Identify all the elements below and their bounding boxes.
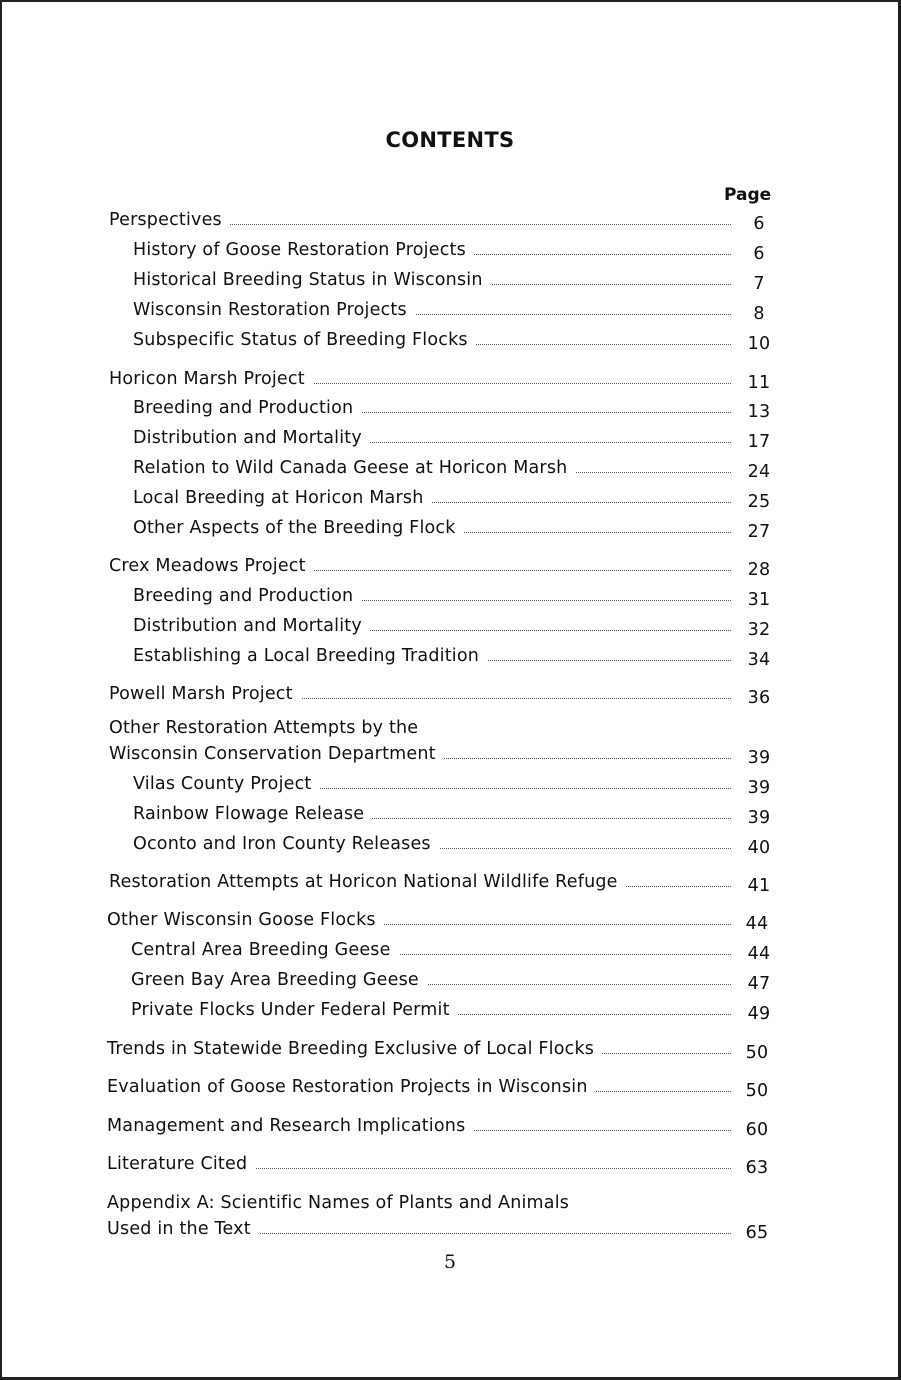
toc-entry (2, 937, 901, 963)
toc-entry (2, 741, 901, 767)
toc-entry-page: 6 (753, 214, 765, 234)
toc-entry-page: 44 (745, 914, 769, 934)
toc-entry-page: 50 (745, 1043, 769, 1063)
toc-entry-heading: Other Restoration Attempts by the (109, 718, 419, 738)
toc-entry-title: Used in the Text (107, 1216, 259, 1242)
toc-entry-title: Trends in Statewide Breeding Exclusive of Local Flocks (107, 1036, 602, 1062)
toc-entry-page: 11 (747, 373, 771, 393)
toc-entry-page: 34 (747, 650, 771, 670)
toc-entry-page: 40 (747, 838, 771, 858)
toc-entry (2, 366, 901, 392)
toc-entry-page: 27 (747, 522, 771, 542)
toc-entry-title: Oconto and Iron County Releases (133, 831, 439, 857)
toc-entry (2, 1216, 901, 1242)
toc-entry (2, 869, 901, 895)
toc-entry-page: 39 (747, 808, 771, 828)
toc-entry-page: 25 (747, 492, 771, 512)
toc-entry-title: Private Flocks Under Federal Permit (131, 997, 458, 1023)
toc-entry (2, 681, 901, 707)
toc-entry (2, 907, 901, 933)
toc-entry-page: 49 (747, 1004, 771, 1024)
toc-entry (2, 267, 901, 293)
toc-entry (2, 771, 901, 797)
toc-entry (2, 1036, 901, 1062)
toc-entry-page: 13 (747, 402, 771, 422)
toc-entry-title: Wisconsin Restoration Projects (133, 297, 415, 323)
toc-entry (2, 1113, 901, 1139)
toc-entry (2, 395, 901, 421)
toc-entry (2, 297, 901, 323)
toc-entry-title: Breeding and Production (133, 583, 361, 609)
toc-entry-title: Central Area Breeding Geese (131, 937, 399, 963)
toc-entry (2, 455, 901, 481)
toc-entry-page: 50 (745, 1081, 769, 1101)
toc-entry-page: 36 (747, 688, 771, 708)
toc-entry-title: Literature Cited (107, 1151, 255, 1177)
toc-entry (2, 583, 901, 609)
toc-entry (2, 997, 901, 1023)
toc-entry-title: Other Wisconsin Goose Flocks (107, 907, 384, 933)
toc-entry-title: Local Breeding at Horicon Marsh (133, 485, 431, 511)
toc-entry (2, 425, 901, 451)
toc-entry-page: 28 (747, 560, 771, 580)
toc-entry-title: Horicon Marsh Project (109, 366, 313, 392)
toc-entry-page: 60 (745, 1120, 769, 1140)
toc-entry-title: Historical Breeding Status in Wisconsin (133, 267, 491, 293)
toc-entry-title: Establishing a Local Breeding Tradition (133, 643, 487, 669)
toc-entry-page: 63 (745, 1158, 769, 1178)
toc-entry-title: Perspectives (109, 207, 230, 233)
toc-entry-title: Green Bay Area Breeding Geese (131, 967, 427, 993)
toc-entry (2, 967, 901, 993)
toc-entry (2, 327, 901, 353)
toc-entry-title: Rainbow Flowage Release (133, 801, 372, 827)
toc-entry-title: Wisconsin Conservation Department (109, 741, 444, 767)
toc-entry-heading: Appendix A: Scientific Names of Plants and Animals (107, 1193, 570, 1213)
toc-entry (2, 553, 901, 579)
toc-entry (2, 613, 901, 639)
toc-entry (2, 831, 901, 857)
toc-entry-page: 7 (753, 274, 765, 294)
page-title: CONTENTS (385, 128, 515, 152)
page-number: 5 (443, 1251, 457, 1273)
toc-entry-page: 44 (747, 944, 771, 964)
toc-entry-page: 65 (745, 1223, 769, 1243)
toc-entry (2, 643, 901, 669)
toc-entry-title: Subspecific Status of Breeding Flocks (133, 327, 476, 353)
toc-entry-page: 10 (747, 334, 771, 354)
toc-entry (2, 1151, 901, 1177)
toc-entry-title: History of Goose Restoration Projects (133, 237, 474, 263)
toc-entry (2, 1074, 901, 1100)
toc-entry-page: 6 (753, 244, 765, 264)
toc-entry-title: Distribution and Mortality (133, 425, 370, 451)
toc-entry-title: Other Aspects of the Breeding Flock (133, 515, 464, 541)
toc-entry (2, 485, 901, 511)
toc-entry-page: 31 (747, 590, 771, 610)
toc-entry-title: Powell Marsh Project (109, 681, 301, 707)
toc-entry-title: Relation to Wild Canada Geese at Horicon Marsh (133, 455, 575, 481)
toc-entry-title: Distribution and Mortality (133, 613, 370, 639)
page-column-label: Page (724, 185, 772, 205)
toc-entry (2, 207, 901, 233)
toc-entry-title: Management and Research Implications (107, 1113, 473, 1139)
toc-entry (2, 801, 901, 827)
toc-entry-page: 17 (747, 432, 771, 452)
toc-entry-page: 24 (747, 462, 771, 482)
toc-entry-title: Evaluation of Goose Restoration Projects in Wisconsin (107, 1074, 596, 1100)
toc-entry-page: 39 (747, 748, 771, 768)
toc-entry-page: 47 (747, 974, 771, 994)
toc-entry-title: Vilas County Project (133, 771, 319, 797)
toc-entry-page: 39 (747, 778, 771, 798)
toc-entry-page: 32 (747, 620, 771, 640)
toc-entry-page: 41 (747, 876, 771, 896)
toc-entry-page: 8 (753, 304, 765, 324)
toc-entry-title: Crex Meadows Project (109, 553, 314, 579)
toc-entry-title: Restoration Attempts at Horicon National Wildlife Refuge (109, 869, 626, 895)
toc-entry (2, 515, 901, 541)
toc-entry-title: Breeding and Production (133, 395, 361, 421)
toc-entry (2, 237, 901, 263)
